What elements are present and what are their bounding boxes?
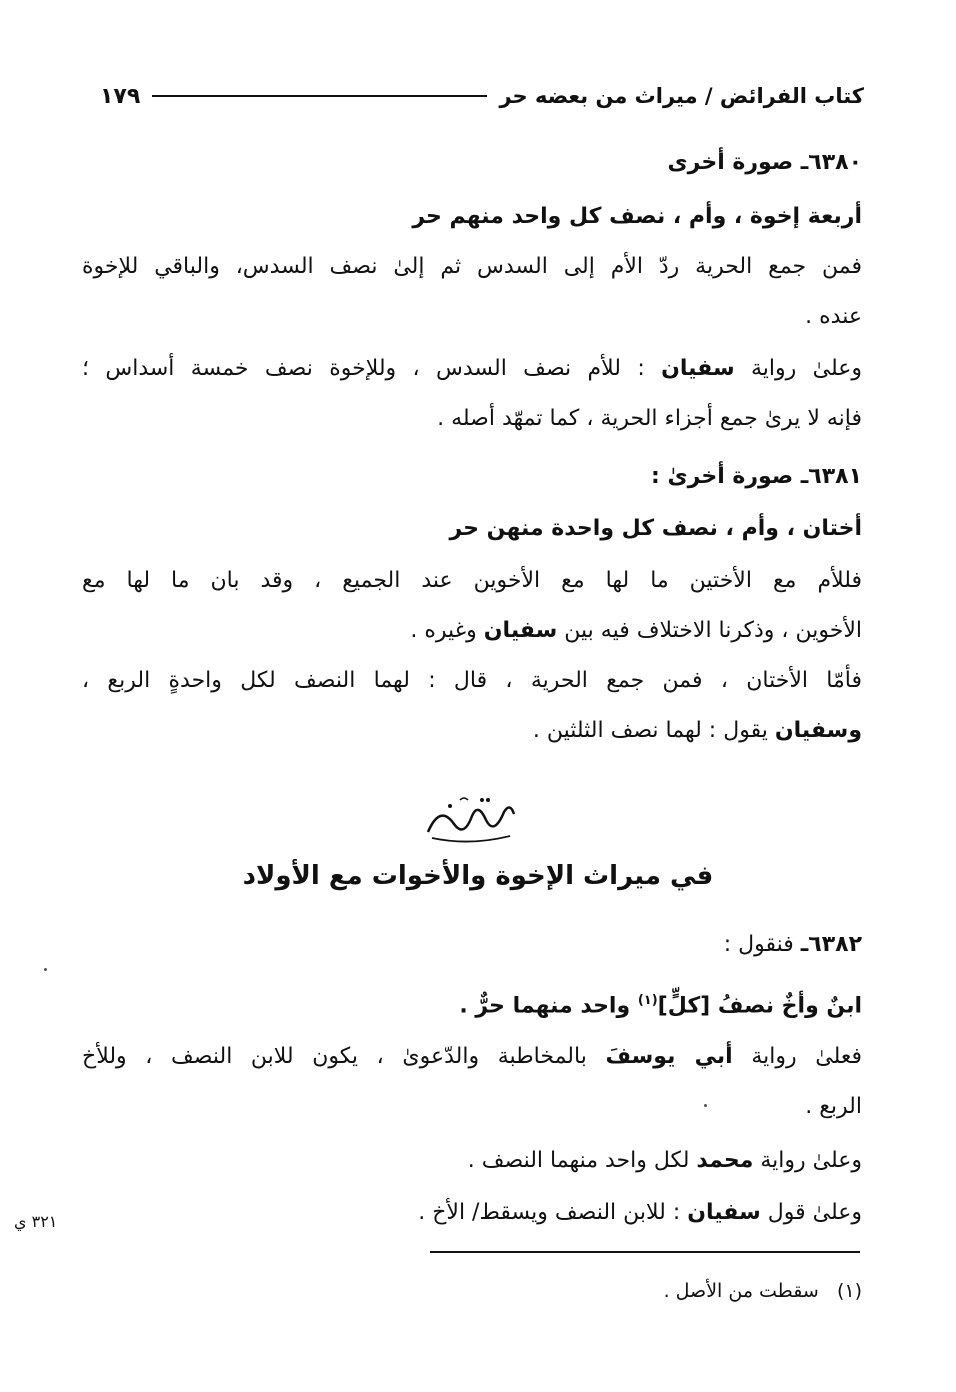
text-run: واحد منهما حرٌّ .	[459, 993, 631, 1019]
text-run: الأخوين ، وذكرنا الاختلاف فيه بين	[564, 618, 862, 643]
section-6382-heading	[82, 928, 862, 962]
scan-speck	[44, 968, 47, 971]
text-run: وعلىٰ رواية	[760, 1148, 862, 1173]
person-name: وسفيان	[774, 718, 862, 743]
text-run: يقول : لهما نصف الثلثين .	[532, 718, 768, 743]
paragraph-line: الربع .	[805, 1094, 862, 1119]
paragraph-line: فأمّا الأختان ، فمن جمع الحرية ، قال : لهما النصف لكل واحدةٍ الربع ،	[82, 668, 862, 693]
section-6380-paragraph-1	[82, 250, 862, 284]
section-6382-paragraph-1-end	[82, 1090, 862, 1124]
section-6380-case-wrap	[82, 200, 862, 234]
page-number: ١٧٩	[100, 83, 141, 109]
text-run: وعلىٰ رواية	[751, 356, 863, 381]
text-run: فعلىٰ رواية	[751, 1044, 863, 1069]
section-6381-paragraph-2-end	[82, 714, 862, 748]
section-6382-case	[82, 984, 862, 1023]
paragraph-line	[82, 352, 862, 386]
person-name: سفيان	[661, 356, 735, 381]
footnote	[664, 1276, 862, 1306]
paragraph-line	[82, 614, 862, 648]
section-6382-case-wrap	[82, 984, 862, 1023]
text-run: بالمخاطبة والدّعوىٰ ، يكون للابن النصف ، وللأخ	[82, 1044, 587, 1069]
scan-speck	[704, 1104, 707, 1107]
section-6380-paragraph-2	[82, 352, 862, 386]
text-run: لكل واحد منهما النصف .	[467, 1148, 690, 1173]
section-6381-heading: ٦٣٨١ـ صورة أخرىٰ :	[651, 464, 862, 489]
footnote-ref[interactable]: (١)	[637, 993, 658, 1008]
paragraph-line: فمن جمع الحرية ردّ الأم إلى السدس ثم إلىٰ نصف السدس، والباقي للإخوة	[82, 254, 862, 279]
text-run: ابنٌ وأخٌ نصفُ [كلٍّ]	[657, 993, 862, 1019]
paragraph-line	[82, 1040, 862, 1074]
text-run: فنقول :	[723, 932, 794, 957]
text-run: وغيره .	[410, 618, 477, 643]
text-run: وعلىٰ قول	[767, 1200, 862, 1225]
section-6380	[82, 146, 862, 180]
text-run: : للابن النصف ويسقط/ الأخ .	[418, 1200, 681, 1225]
paragraph-line	[82, 1196, 862, 1230]
person-name: محمد	[696, 1148, 754, 1173]
footnote-text: سقطت من الأصل .	[663, 1280, 819, 1302]
footnote-rule	[430, 1251, 860, 1253]
section-6381-paragraph-1-end	[82, 614, 862, 648]
text-run: : للأم نصف السدس ، وللإخوة نصف خمسة أسداس ؛	[82, 356, 645, 381]
section-6381-paragraph-2	[82, 664, 862, 698]
footnote-number: (١)	[836, 1280, 862, 1302]
paragraph-line: عنده .	[805, 304, 862, 329]
section-6381-case-wrap	[82, 512, 862, 546]
section-6382-paragraph-2	[82, 1144, 862, 1178]
person-name: سفيان	[483, 618, 558, 643]
section-6380-heading: ٦٣٨٠ـ صورة أخرى	[667, 150, 862, 175]
paragraph-line: فللأم مع الأختين ما لها مع الأخوين عند الجميع ، وقد بان ما لها مع	[82, 568, 862, 593]
paragraph-line: فإنه لا يرىٰ جمع أجزاء الحرية ، كما تمهّد أصله .	[437, 406, 862, 431]
fasl-ornament-icon	[420, 794, 520, 850]
section-6382-paragraph-1	[82, 1040, 862, 1074]
section-6381-case: أختان ، وأم ، نصف كل واحدة منهن حر	[449, 516, 862, 541]
section-6380-case: أربعة إخوة ، وأم ، نصف كل واحد منهم حر	[412, 204, 862, 229]
section-6382-paragraph-3	[82, 1196, 862, 1230]
paragraph-line	[82, 714, 862, 748]
fasl-calligraphy	[420, 794, 520, 850]
paragraph-line	[82, 1144, 862, 1178]
person-name: سفيان	[687, 1200, 761, 1225]
running-header	[100, 76, 864, 116]
fasl-heading: في ميراث الإخوة والأخوات مع الأولاد	[242, 861, 714, 891]
section-6382	[82, 928, 862, 962]
section-number: ٦٣٨٢ـ	[800, 932, 862, 957]
section-6381-paragraph-1	[82, 564, 862, 598]
header-title: كتاب الفرائض / ميراث من بعضه حر	[499, 84, 864, 108]
margin-note: ٣٢١ ي	[14, 1212, 58, 1231]
header-rule	[152, 95, 487, 97]
section-6380-paragraph-2-end	[82, 402, 862, 436]
person-name: أبي يوسفَ	[605, 1044, 733, 1069]
section-6381	[82, 460, 862, 494]
section-6380-paragraph-1-end	[82, 300, 862, 334]
